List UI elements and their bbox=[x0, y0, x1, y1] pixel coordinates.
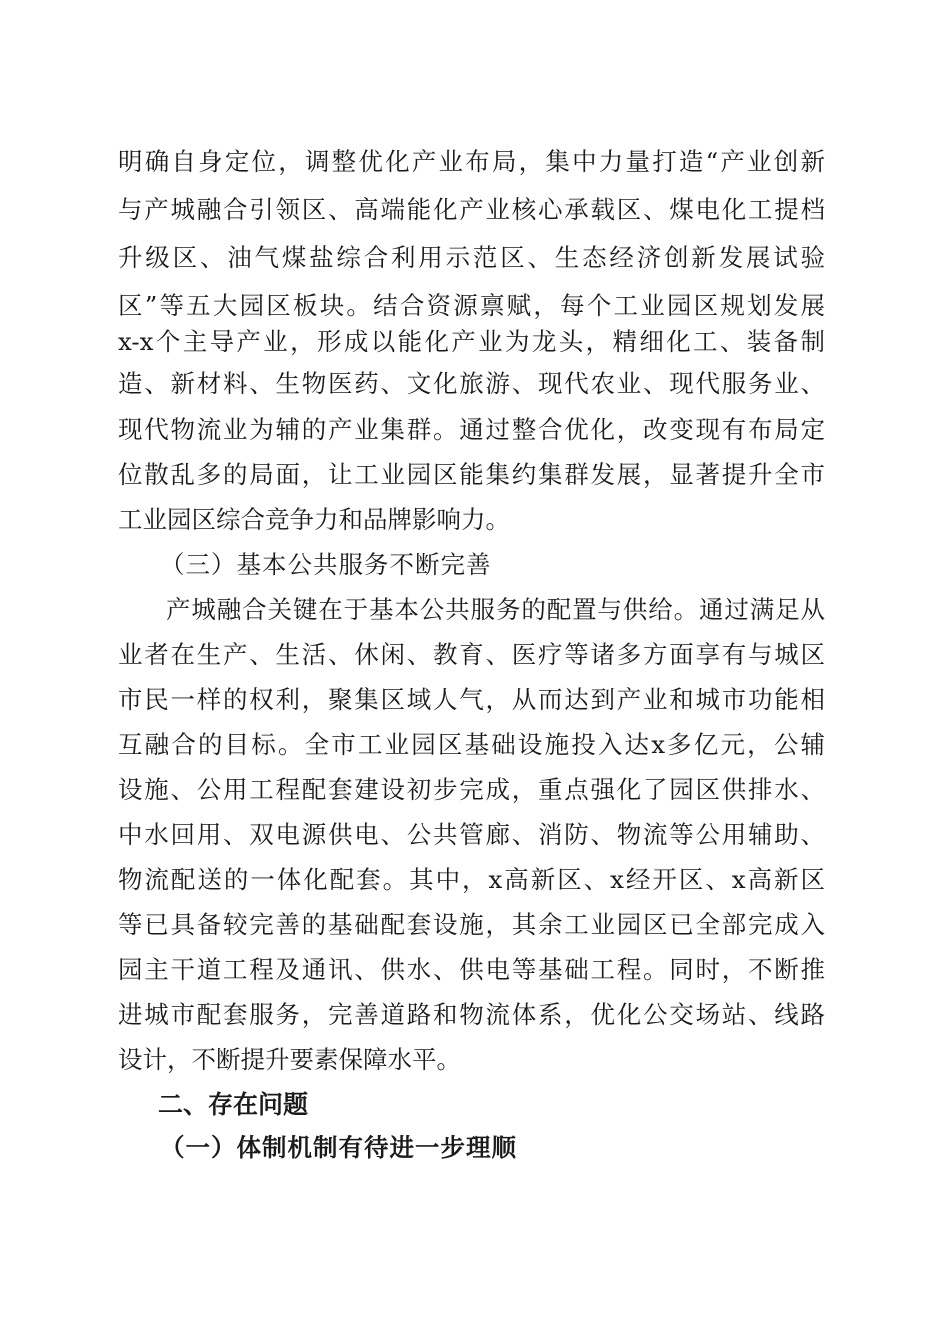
paragraph-2-line-9: 园主干道工程及通讯、供水、供电等基础工程。同时，不断推 bbox=[118, 955, 825, 984]
paragraph-2-line-6: 中水回用、双电源供电、公共管廊、消防、物流等公用辅助、 bbox=[118, 820, 825, 849]
paragraph-1-line-3: 升级区、油气煤盐综合利用示范区、生态经济创新发展试验 bbox=[118, 243, 825, 272]
paragraph-1-line-8: 位散乱多的局面，让工业园区能集约集群发展，显著提升全市 bbox=[118, 460, 825, 489]
paragraph-2-line-1: 产城融合关键在于基本公共服务的配置与供给。通过满足从 bbox=[166, 595, 825, 624]
subheading-institutional-mechanisms: （一）体制机制有待进一步理顺 bbox=[160, 1133, 517, 1162]
paragraph-1-line-2: 与产城融合引领区、高端能化产业核心承载区、煤电化工提档 bbox=[118, 195, 825, 224]
paragraph-1-line-5: x-x个主导产业，形成以能化产业为龙头，精细化工、装备制 bbox=[118, 327, 825, 356]
paragraph-2-line-4: 互融合的目标。全市工业园区基础设施投入达x多亿元，公辅 bbox=[118, 730, 825, 759]
paragraph-2-line-7: 物流配送的一体化配套。其中，x高新区、x经开区、x高新区 bbox=[118, 865, 825, 894]
paragraph-2-line-10: 进城市配套服务，完善道路和物流体系，优化公交场站、线路 bbox=[118, 1000, 825, 1029]
paragraph-2-line-3: 市民一样的权利，聚集区域人气，从而达到产业和城市功能相 bbox=[118, 685, 825, 714]
paragraph-1-line-6: 造、新材料、生物医药、文化旅游、现代农业、现代服务业、 bbox=[118, 369, 825, 398]
paragraph-2-line-2: 业者在生产、生活、休闲、教育、医疗等诸多方面享有与城区 bbox=[118, 640, 825, 669]
paragraph-1-line-1: 明确自身定位，调整优化产业布局，集中力量打造“产业创新 bbox=[118, 147, 825, 176]
paragraph-1-line-4: 区”等五大园区板块。结合资源禀赋，每个工业园区规划发展 bbox=[118, 291, 825, 320]
paragraph-2-line-11: 设计，不断提升要素保障水平。 bbox=[118, 1045, 461, 1074]
subheading-basic-public-services: （三）基本公共服务不断完善 bbox=[160, 550, 492, 579]
paragraph-2-line-8: 等已具备较完善的基础配套设施，其余工业园区已全部完成入 bbox=[118, 910, 825, 939]
section-heading-existing-problems: 二、存在问题 bbox=[158, 1090, 309, 1119]
paragraph-2-line-5: 设施、公用工程配套建设初步完成，重点强化了园区供排水、 bbox=[118, 775, 825, 804]
paragraph-1-line-7: 现代物流业为辅的产业集群。通过整合优化，改变现有布局定 bbox=[118, 415, 825, 444]
paragraph-1-line-9: 工业园区综合竞争力和品牌影响力。 bbox=[118, 505, 510, 534]
